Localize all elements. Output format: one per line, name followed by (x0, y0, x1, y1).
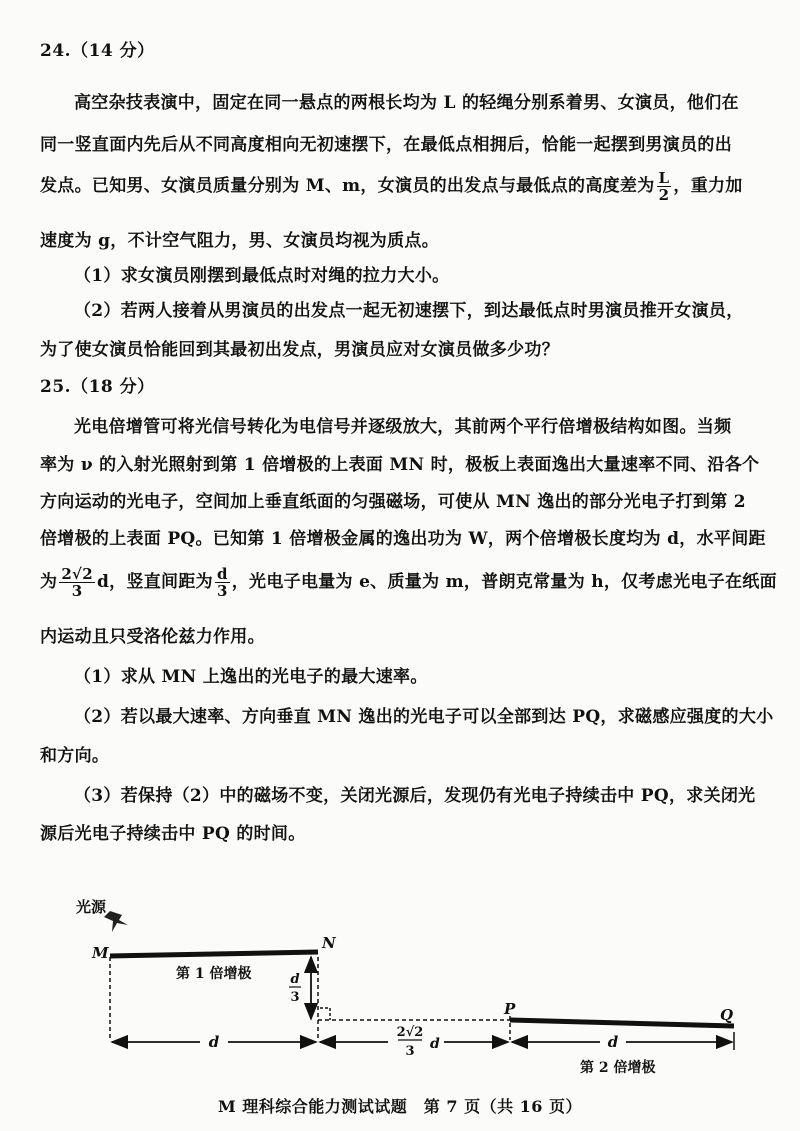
q25-line-5-pre: 为 (40, 572, 58, 592)
fraction-d-over-3 (215, 566, 230, 599)
label-M: M (92, 944, 109, 962)
q24-line-3-tail: ，重力加 (673, 176, 743, 196)
vertical-gap-num: d (290, 972, 300, 987)
plate-2-PQ (510, 1020, 734, 1026)
q25-line-5-mid: d，竖直间距为 (96, 572, 213, 592)
q24-line-1: 高空杂技表演中，固定在同一悬点的两根长均为 L 的轻绳分别系着男、女演员，他们在 (74, 93, 739, 113)
label-N: N (322, 934, 336, 952)
q25-subquestion-3-cont: 源后光电子持续击中 PQ 的时间。 (40, 824, 306, 844)
question-25-number: 25. (40, 377, 72, 397)
q25-subquestion-2-cont: 和方向。 (40, 746, 110, 766)
light-source-label: 光源 (76, 898, 107, 916)
fraction-denominator: 2 (658, 186, 670, 204)
q25-line-2: 率为 ν 的入射光照射到第 1 倍增极的上表面 MN 时，极板上表面逸出大量速率不同、沿各个 (40, 455, 760, 475)
q24-line-3 (40, 170, 743, 203)
dim-gap-d: d (430, 1036, 440, 1052)
dim-gap-den: 3 (405, 1044, 415, 1059)
q24-line-4: 速度为 g，不计空气阻力，男、女演员均视为质点。 (40, 231, 440, 251)
fraction-numerator: d (216, 565, 228, 583)
plate-1-MN (110, 952, 318, 956)
dynode-figure (0, 880, 800, 1090)
q25-line-3: 方向运动的光电子，空间加上垂直纸面的匀强磁场，可使从 MN 逸出的部分光电子打到第 2 (40, 492, 746, 512)
q24-subquestion-2-cont: 为了使女演员恰能回到其最初出发点，男演员应对女演员做多少功？ (40, 340, 559, 360)
q24-line-2: 同一竖直面内先后从不同高度相向无初速摆下，在最低点相拥后，恰能一起摆到男演员的出 (40, 135, 732, 155)
q25-subquestion-2: （2）若以最大速率、方向垂直 MN 逸出的光电子可以全部到达 PQ，求磁感应强度的大小 (74, 707, 774, 727)
dim-d2-label: d (607, 1033, 619, 1051)
q25-line-4: 倍增极的上表面 PQ。已知第 1 倍增极金属的逸出功为 W，两个倍增极长度均为 d，水平间距 (40, 529, 766, 549)
fraction-denominator: 3 (71, 582, 83, 600)
dim-gap-num: 2√2 (396, 1025, 424, 1040)
q25-line-5 (40, 566, 777, 599)
q25-line-5-post: ，光电子电量为 e、质量为 m，普朗克常量为 h，仅考虑光电子在纸面 (231, 572, 777, 592)
dim-d-label: d (208, 1033, 220, 1051)
question-25-score: （18 分） (71, 377, 155, 397)
q25-line-1: 光电倍增管可将光信号转化为电信号并逐级放大，其前两个平行倍增极结构如图。当频 (74, 417, 732, 437)
fraction-2sqrt2-over-3 (59, 566, 95, 599)
plate-1-label: 第 1 倍增极 (176, 966, 252, 982)
q25-subquestion-3: （3）若保持（2）中的磁场不变，关闭光源后，发现仍有光电子持续击中 PQ，求关闭光 (74, 786, 756, 806)
q24-subquestion-1: （1）求女演员刚摆到最低点时对绳的拉力大小。 (74, 266, 450, 286)
label-P: P (504, 1000, 516, 1018)
page-footer: M 理科综合能力测试试题 第 7 页（共 16 页） (218, 1097, 582, 1116)
q25-subquestion-1: （1）求从 MN 上逸出的光电子的最大速率。 (74, 667, 428, 687)
q24-subquestion-2: （2）若两人接着从男演员的出发点一起无初速摆下，到达最低点时男演员推开女演员， (74, 301, 744, 321)
vertical-gap-den: 3 (290, 990, 300, 1005)
fraction-numerator: L (658, 169, 670, 187)
question-24-header (40, 36, 155, 61)
fraction-denominator: 3 (216, 582, 228, 600)
light-source-icon (104, 911, 128, 932)
q25-line-6: 内运动且只受洛伦兹力作用。 (40, 627, 265, 647)
plate-2-label: 第 2 倍增极 (580, 1060, 656, 1076)
question-25-header (40, 372, 155, 397)
right-angle-mark (320, 1008, 330, 1020)
question-24-score: （14 分） (71, 41, 155, 61)
label-Q: Q (720, 1006, 734, 1024)
fraction-L-over-2 (657, 170, 672, 203)
fraction-numerator: 2√2 (61, 565, 93, 583)
q24-line-3-text: 发点。已知男、女演员质量分别为 M、m，女演员的出发点与最低点的高度差为 (40, 176, 655, 196)
question-24-number: 24. (40, 41, 72, 61)
